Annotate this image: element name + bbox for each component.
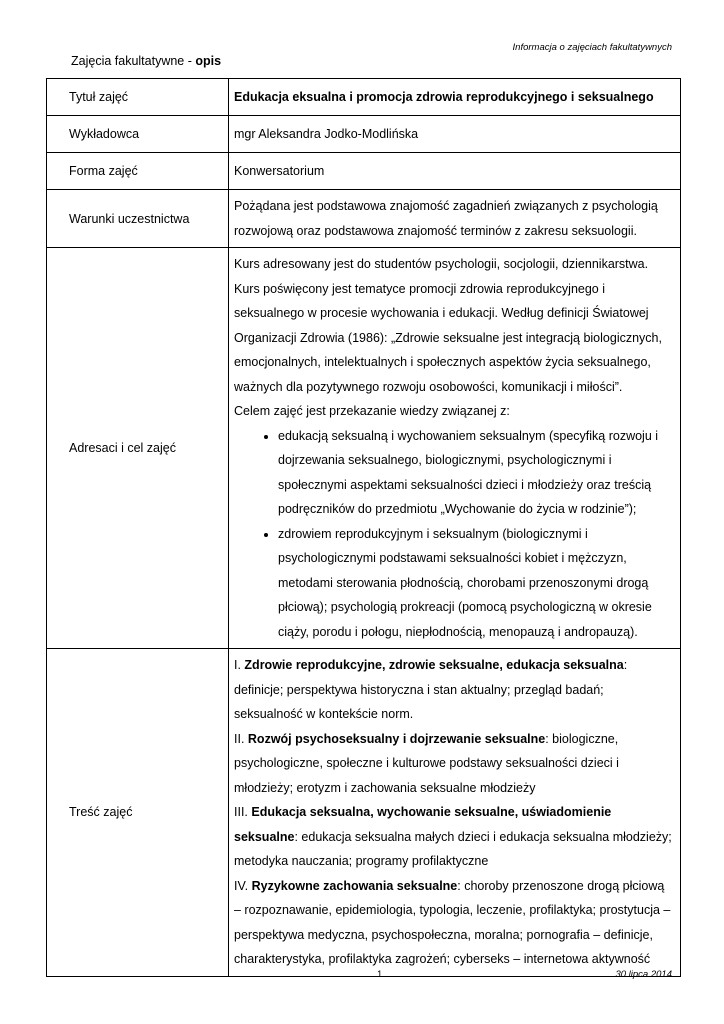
content-item-heading: Edukacja seksualna, wychowanie seksualne, uświadomienie seksualne (234, 805, 612, 844)
audience-paragraph: Kurs adresowany jest do studentów psychologii, socjologii, dziennikarstwa. (234, 257, 649, 271)
content-item-text: : biologiczne, psychologiczne, społeczne i kulturowe podstawy seksualności dzieci i młodzieży; erotyzm i zachowania seksualne młodzieży (234, 731, 619, 795)
row-label-content: Treść zajęć (47, 649, 229, 977)
content-item-text: : choroby przenoszone drogą płciową – rozpoznawanie, epidemiologia, typologia, leczenie, profilaktyka; prostytucja – perspektywa medyczna, psychospołeczna, moralna; pornografia – definicje, charakterystyka, profilaktyka zagrożeń; cyberseks – internetowa aktywność (234, 878, 671, 966)
row-label-form: Forma zajęć (47, 153, 229, 190)
goals-intro: Celem zajęć jest przekazanie wiedzy związanej z: (234, 404, 510, 418)
content-item (234, 874, 674, 972)
row-label-conditions: Warunki uczestnictwa (47, 190, 229, 248)
row-form (47, 153, 681, 190)
document-title-bold: opis (195, 54, 222, 68)
course-info-table (46, 78, 681, 977)
lecturer-value: mgr Aleksandra Jodko-Modlińska (229, 116, 681, 153)
header-note: Informacja o zajęciach fakultatywnych (512, 42, 672, 53)
conditions-value: Pożądana jest podstawowa znajomość zagadnień związanych z psychologią rozwojową oraz podstawowa znajomość terminów z zakresu seksuologii. (229, 190, 681, 248)
content-item-heading: Zdrowie reprodukcyjne, zdrowie seksualne, edukacja seksualna (244, 658, 624, 672)
row-label-audience-goals: Adresaci i cel zajęć (47, 248, 229, 649)
content-item-text: : definicje; perspektywa historyczna i stan aktualny; przegląd badań; seksualność w kontekście norm. (234, 658, 628, 721)
row-label-title: Tytuł zajęć (47, 79, 229, 116)
goals-list-item: • zdrowiem reprodukcyjnym i seksualnym (biologicznymi i psychologicznymi podstawami seksualności kobiet i mężczyzn, metodami sterowania płodnością, chorobami przenoszonymi drogą płciową); psychologią prokreacji (pomocą psychologiczną w okresie ciąży, porodu i połogu, niepłodnością, menopauzą i andropauzą). (278, 522, 674, 645)
document-title-normal: Zajęcia fakultatywne - (71, 54, 196, 68)
content-item-number: II. (234, 731, 248, 746)
content-item-number: III. (234, 805, 252, 819)
page-number: 1 (377, 969, 383, 980)
audience-goals-value (229, 248, 681, 649)
row-audience-goals (47, 248, 681, 649)
content-value (229, 649, 681, 977)
row-title (47, 79, 681, 116)
form-value: Konwersatorium (229, 153, 681, 190)
content-item-heading: Ryzykowne zachowania seksualne (251, 878, 458, 893)
content-item-number: I. (234, 658, 245, 672)
document-title (71, 54, 221, 68)
content-item (234, 800, 674, 874)
course-title-value: Edukacja eksualna i promocja zdrowia reprodukcyjnego i seksualnego (229, 79, 681, 116)
row-label-lecturer: Wykładowca (47, 116, 229, 153)
footer-date: 30 lipca 2014 (615, 969, 672, 980)
goals-list-item: • edukacją seksualną i wychowaniem seksualnym (specyfiką rozwoju i dojrzewania seksualnego, biologicznymi, psychologicznymi i społecznymi aspektami seksualności dzieci i młodzieży oraz treścią podręczników do przedmiotu „Wychowanie do życia w rodzinie”); (278, 424, 674, 522)
content-item (234, 727, 674, 801)
content-item-text: : edukacja seksualna małych dzieci i edukacja seksualna młodzieży; metodyka nauczania; programy profilaktyczne (234, 829, 672, 868)
row-lecturer (47, 116, 681, 153)
content-item-number: IV. (234, 878, 252, 893)
content-item-heading: Rozwój psychoseksualny i dojrzewanie seksualne (247, 731, 546, 746)
description-paragraph: Kurs poświęcony jest tematyce promocji zdrowia reprodukcyjnego i seksualnego w procesie wychowania i edukacji. Według definicji Światowej Organizacji Zdrowia (1986): „Zdrowie seksualne jest integracją biologicznych, emocjonalnych, intelektualnych i społecznych aspektów życia seksualnego, ważnych dla pozytywnego rozwoju osobowości, komunikacji i miłości”. (234, 281, 662, 394)
row-conditions (47, 190, 681, 248)
goals-list (234, 424, 674, 645)
row-content (47, 649, 681, 977)
content-item (234, 653, 674, 727)
